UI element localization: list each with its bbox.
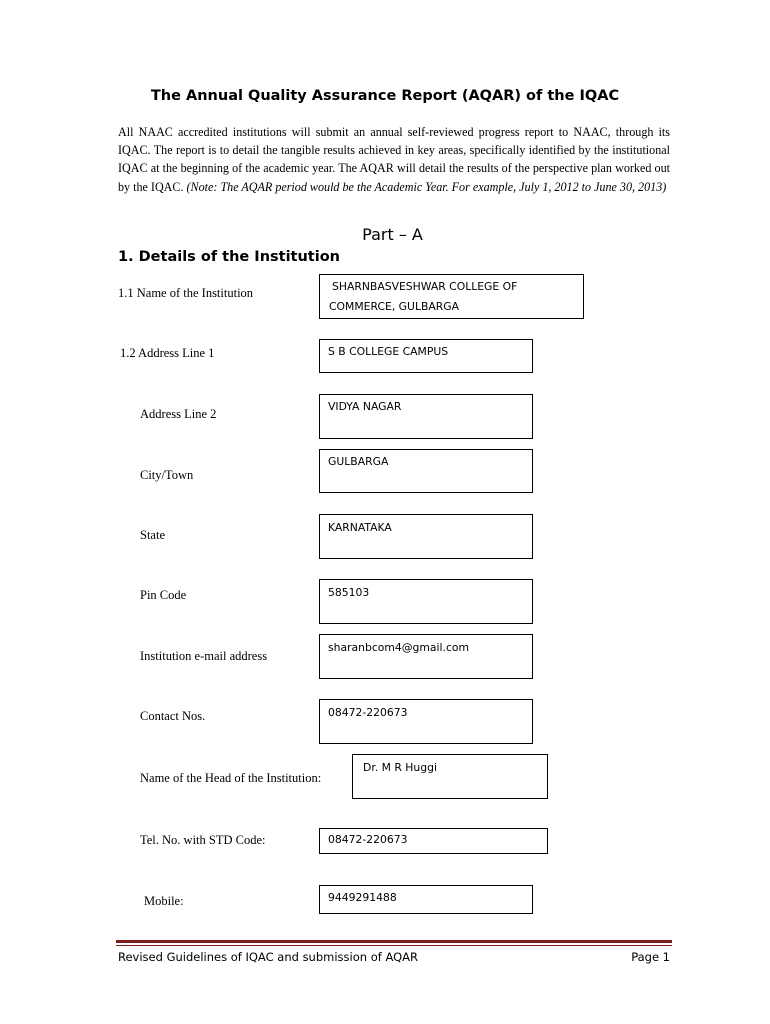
- tel-label: Tel. No. with STD Code:: [140, 833, 266, 847]
- part-heading: Part – A: [362, 225, 423, 244]
- email-field[interactable]: sharanbcom4@gmail.com: [319, 634, 533, 679]
- state-field[interactable]: KARNATAKA: [319, 514, 533, 559]
- city-field[interactable]: GULBARGA: [319, 449, 533, 493]
- section-heading: 1. Details of the Institution: [118, 249, 340, 265]
- head-label: Name of the Head of the Institution:: [140, 771, 322, 785]
- city-label: City/Town: [140, 468, 194, 482]
- address-line2-field[interactable]: VIDYA NAGAR: [319, 394, 533, 439]
- institution-name-label: 1.1 Name of the Institution: [118, 286, 254, 300]
- address-line1-field[interactable]: S B COLLEGE CAMPUS: [319, 339, 533, 373]
- mobile-label: Mobile:: [144, 894, 184, 908]
- address-line1-label: 1.2 Address Line 1: [120, 346, 215, 360]
- document-title: The Annual Quality Assurance Report (AQAR) of the IQAC: [150, 88, 620, 104]
- institution-name-field[interactable]: [319, 274, 584, 319]
- page-number: Page 1: [631, 950, 670, 964]
- pin-code-field[interactable]: 585103: [319, 579, 533, 624]
- state-label: State: [140, 528, 165, 542]
- mobile-field[interactable]: 9449291488: [319, 885, 533, 914]
- contact-label: Contact Nos.: [140, 709, 206, 723]
- intro-note: (Note: The AQAR period would be the Academic Year. For example, July 1, 2012 to June 30, 2013): [186, 179, 667, 194]
- institution-name-line2: COMMERCE, GULBARGA: [329, 300, 460, 313]
- head-field[interactable]: Dr. M R Huggi: [352, 754, 548, 799]
- email-label: Institution e-mail address: [140, 649, 268, 663]
- footer-rule-thick: [116, 940, 672, 943]
- footer-rule-thin: [116, 945, 672, 946]
- footer-title: Revised Guidelines of IQAC and submission of AQAR: [118, 950, 419, 964]
- contact-field[interactable]: 08472-220673: [319, 699, 533, 744]
- pin-code-label: Pin Code: [140, 588, 187, 602]
- intro-paragraph: [118, 123, 670, 196]
- intro-body: All NAAC accredited institutions will submit an annual self-reviewed progress report to NAAC, through its IQAC. The report is to detail the tangible results achieved in key areas, specifically identified by the institutional IQAC at the beginning of the academic year. The AQAR will detail the results of the perspective plan worked out by the IQAC.: [118, 125, 670, 194]
- address-line2-label: Address Line 2: [140, 407, 217, 421]
- tel-field[interactable]: 08472-220673: [319, 828, 548, 854]
- institution-name-line1: SHARNBASVESHWAR COLLEGE OF: [332, 280, 518, 293]
